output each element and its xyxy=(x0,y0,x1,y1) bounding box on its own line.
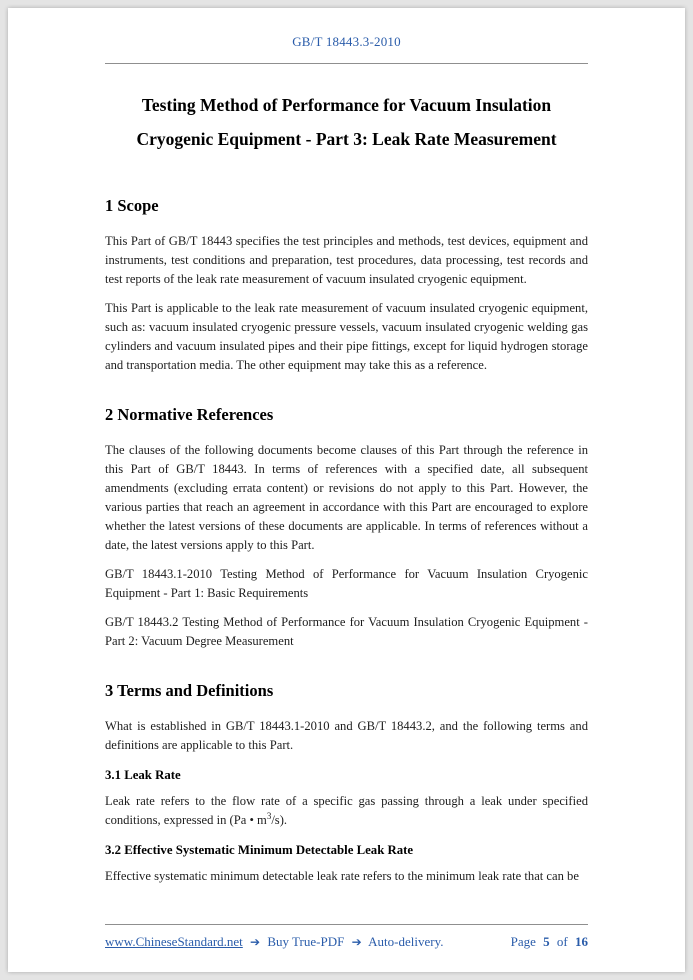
normative-reference-2: GB/T 18443.2 Testing Method of Performance for Vacuum Insulation Cryogenic Equipment - Part 2: Vacuum Degree Measurement xyxy=(105,615,588,648)
document-page xyxy=(8,8,685,972)
current-page-number: 5 xyxy=(543,934,550,949)
title-line-2: Cryogenic Equipment - Part 3: Leak Rate Measurement xyxy=(136,129,557,149)
auto-delivery-label: Auto-delivery. xyxy=(368,934,444,949)
scope-paragraph-1: This Part of GB/T 18443 specifies the test principles and methods, test devices, equipment and instruments, test conditions and preparation, test procedures, data processing, test records and test reports of the leak rate measurement of vacuum insulated cryogenic equipment. xyxy=(105,234,588,286)
page-footer xyxy=(105,924,588,950)
page-indicator xyxy=(507,934,588,950)
of-label: of xyxy=(556,934,568,949)
leak-rate-definition-tail: /s). xyxy=(271,813,288,827)
terms-intro-paragraph: What is established in GB/T 18443.1-2010 and GB/T 18443.2, and the following terms and definitions are applicable to this Part. xyxy=(105,719,588,752)
section-terms-heading: 3 Terms and Definitions xyxy=(105,681,274,700)
arrow-icon: ➔ xyxy=(250,935,261,949)
leak-rate-definition-text: Leak rate refers to the flow rate of a specific gas passing through a leak under specified conditions, expressed in (Pa • m xyxy=(105,794,588,827)
doc-number: GB/T 18443.3-2010 xyxy=(292,34,401,49)
section-normative-heading: 2 Normative References xyxy=(105,405,274,424)
arrow-icon: ➔ xyxy=(351,935,362,949)
document-title xyxy=(105,88,588,156)
effective-leak-rate-definition: Effective systematic minimum detectable leak rate refers to the minimum leak rate that can be xyxy=(105,869,579,883)
scope-paragraph-2: This Part is applicable to the leak rate measurement of vacuum insulated cryogenic equipment, such as: vacuum insulated cryogenic pressure vessels, vacuum insulated cryogenic welding gas cylinders and vacuum insulated pipes and their pipe fittings, except for liquid hydrogen storage and transportation media. The other equipment may take this as a reference. xyxy=(105,301,588,372)
buy-truepdf-label: Buy True-PDF xyxy=(267,934,345,949)
header-divider xyxy=(105,63,588,64)
page-label: Page xyxy=(510,934,536,949)
chinesestandard-link[interactable]: www.ChineseStandard.net xyxy=(105,934,243,949)
subsection-3-1-heading: 3.1 Leak Rate xyxy=(105,768,181,782)
normative-paragraph: The clauses of the following documents become clauses of this Part through the reference in this Part of GB/T 18443. In terms of references with a specified date, all subsequent amendments (excluding errata content) or revisions do not apply to this Part. However, the various parties that reach an agreement in accordance with this Part are encouraged to explore whether the latest versions of these documents are applicable. In terms of references without a date, the latest versions apply to this Part. xyxy=(105,443,588,552)
leak-rate-definition xyxy=(105,792,588,830)
footer-promo xyxy=(105,934,448,950)
section-scope-heading: 1 Scope xyxy=(105,196,159,215)
total-page-number: 16 xyxy=(575,934,588,949)
superscript-3: 3 xyxy=(266,810,272,821)
normative-reference-1: GB/T 18443.1-2010 Testing Method of Performance for Vacuum Insulation Cryogenic Equipment - Part 1: Basic Requirements xyxy=(105,567,588,600)
footer-row xyxy=(105,934,588,950)
document-content xyxy=(8,88,685,886)
subsection-3-2-heading: 3.2 Effective Systematic Minimum Detectable Leak Rate xyxy=(105,843,414,857)
title-line-1: Testing Method of Performance for Vacuum Insulation xyxy=(141,95,552,115)
